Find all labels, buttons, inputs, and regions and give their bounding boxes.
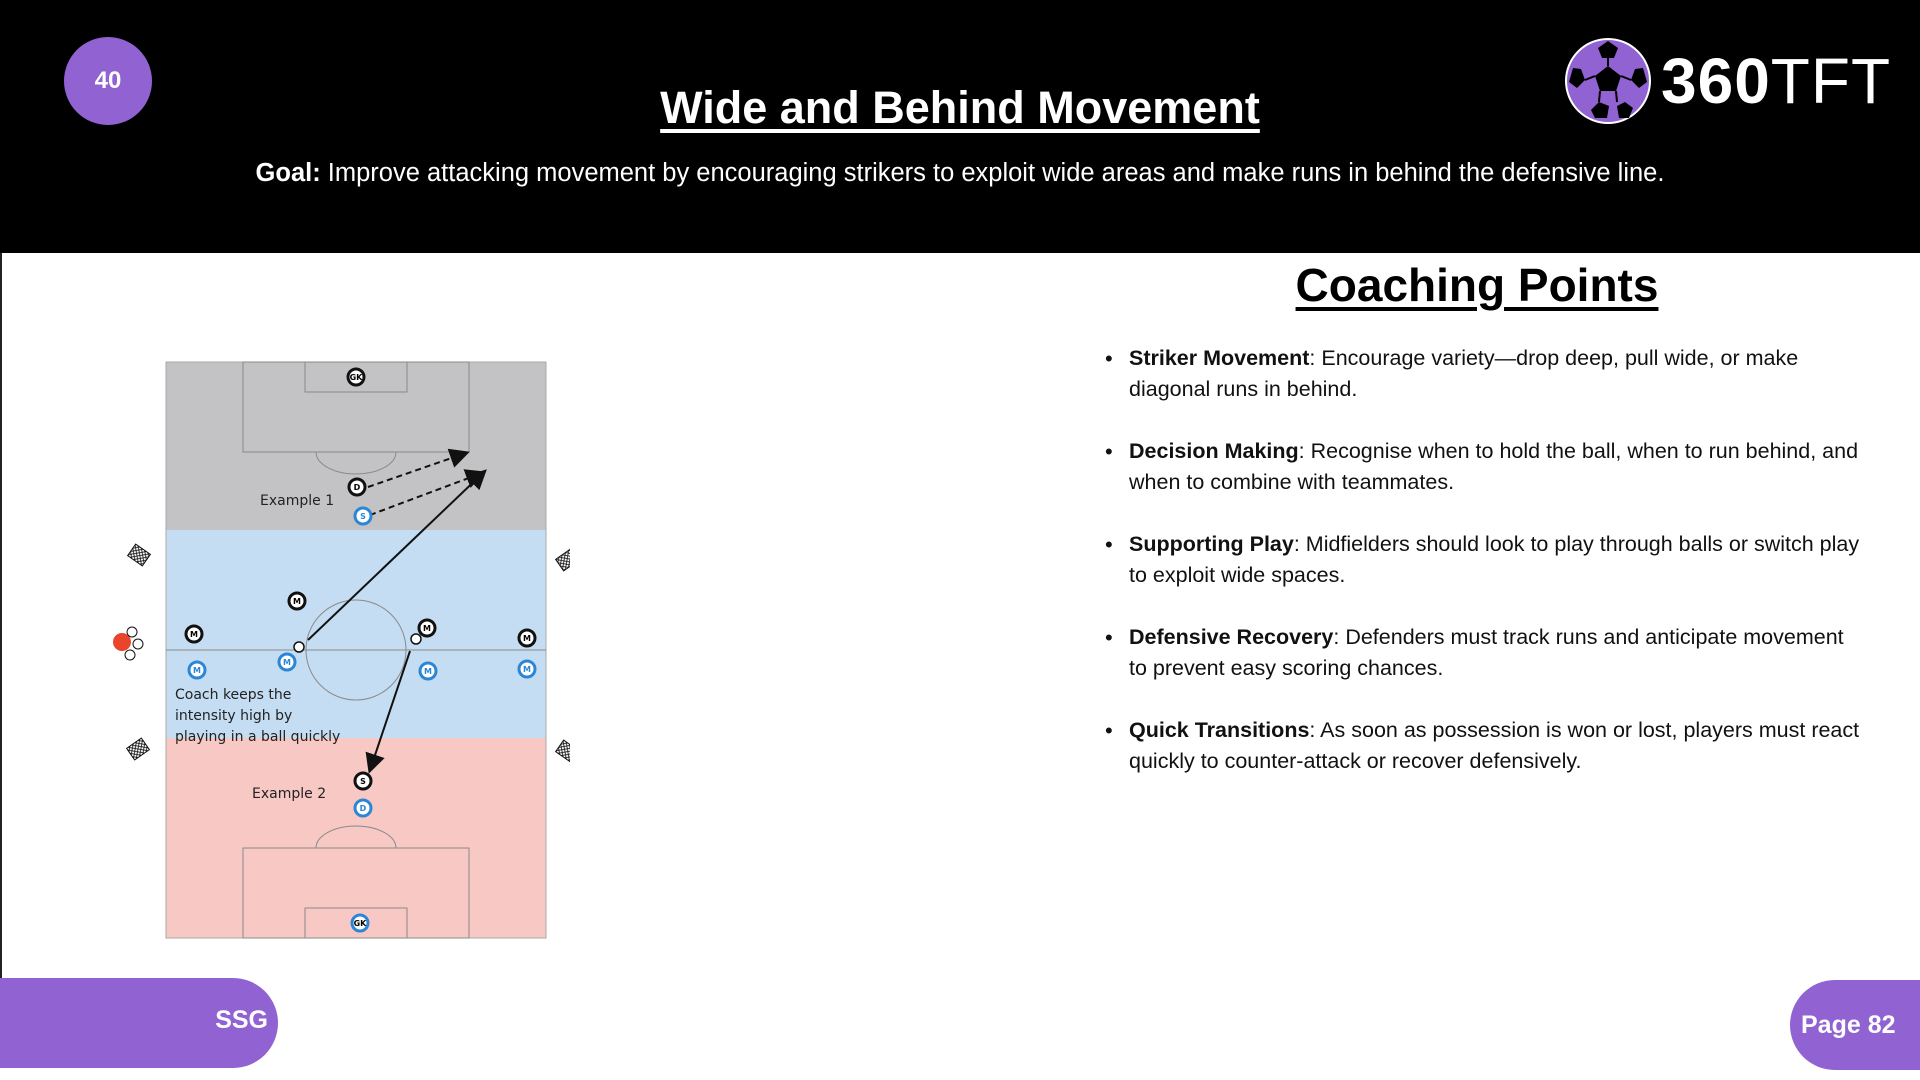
example-2-label: Example 2 [252, 786, 327, 802]
player-gk-black [348, 369, 364, 385]
middle-zone [166, 530, 546, 738]
list-item: • Supporting Play: Midfielders should look to play through balls or switch play to exploit wide spaces. [1105, 529, 1865, 591]
svg-text:M: M [190, 630, 198, 639]
svg-text:D: D [353, 483, 361, 492]
pitch-diagram [100, 355, 570, 945]
goal-text: Improve attacking movement by encouraging strikers to exploit wide areas and make runs in behind the defensive line. [320, 159, 1665, 187]
slide-number-badge: 40 [64, 37, 152, 125]
player-gk-blue [352, 915, 368, 931]
list-item: • Striker Movement: Encourage variety—drop deep, pull wide, or make diagonal runs in behind. [1105, 343, 1865, 405]
svg-text:GK: GK [353, 919, 367, 928]
goal-statement [0, 159, 1920, 188]
svg-text:M: M [283, 658, 291, 667]
svg-text:M: M [293, 597, 301, 606]
page-number: Page 82 [1801, 1011, 1896, 1039]
player-striker-black [355, 773, 371, 789]
player-mid-blue [420, 663, 436, 679]
svg-text:S: S [360, 777, 366, 786]
player-striker-blue [355, 508, 371, 524]
section-label: SSG [215, 1006, 268, 1034]
player-mid-black [519, 630, 535, 646]
svg-text:M: M [193, 666, 201, 675]
brand-name: 360TFT [1661, 45, 1892, 117]
example-1-label: Example 1 [260, 493, 335, 509]
header-bar [0, 0, 1920, 253]
ball-icon [294, 642, 304, 652]
svg-text:M: M [423, 624, 431, 633]
page-number-tag [1790, 980, 1920, 1070]
mini-goal-icon [556, 740, 570, 762]
coaching-points-title: Coaching Points [1295, 259, 1659, 311]
player-mid-black [289, 593, 305, 609]
coach-icon [113, 627, 143, 660]
svg-text:M: M [523, 634, 531, 643]
list-item: • Defensive Recovery: Defenders must track runs and anticipate movement to prevent easy scoring chances. [1105, 622, 1865, 684]
mini-goal-icon [556, 549, 570, 571]
list-item: • Quick Transitions: As soon as possession is won or lost, players must react quickly to counter-attack or recover defensively. [1105, 715, 1865, 777]
section-tag [0, 978, 278, 1068]
brand-logo [1563, 36, 1891, 126]
svg-text:intensity high by: intensity high by [175, 708, 293, 724]
soccer-ball-icon [1563, 36, 1653, 126]
player-defender-black [349, 479, 365, 495]
mini-goal-icon [127, 738, 150, 760]
top-zone [166, 362, 546, 530]
player-mid-black [186, 626, 202, 642]
mini-goal-icon [128, 544, 151, 566]
player-defender-blue [355, 800, 371, 816]
goal-label: Goal: [255, 159, 321, 187]
svg-text:playing in a ball quickly: playing in a ball quickly [175, 729, 341, 745]
svg-text:M: M [523, 665, 531, 674]
svg-text:S: S [360, 512, 366, 521]
svg-text:Coach keeps the: Coach keeps the [175, 687, 292, 703]
coaching-points-list [1105, 343, 1865, 808]
page-title: Wide and Behind Movement [660, 82, 1260, 133]
player-mid-blue [279, 654, 295, 670]
svg-text:D: D [359, 804, 367, 813]
svg-text:GK: GK [349, 373, 363, 382]
svg-text:M: M [424, 667, 432, 676]
ball-icon [411, 634, 421, 644]
player-mid-blue [519, 661, 535, 677]
left-border [0, 253, 2, 980]
player-mid-blue [189, 662, 205, 678]
list-item: • Decision Making: Recognise when to hold the ball, when to run behind, and when to combine with teammates. [1105, 436, 1865, 498]
player-mid-black [419, 620, 435, 636]
